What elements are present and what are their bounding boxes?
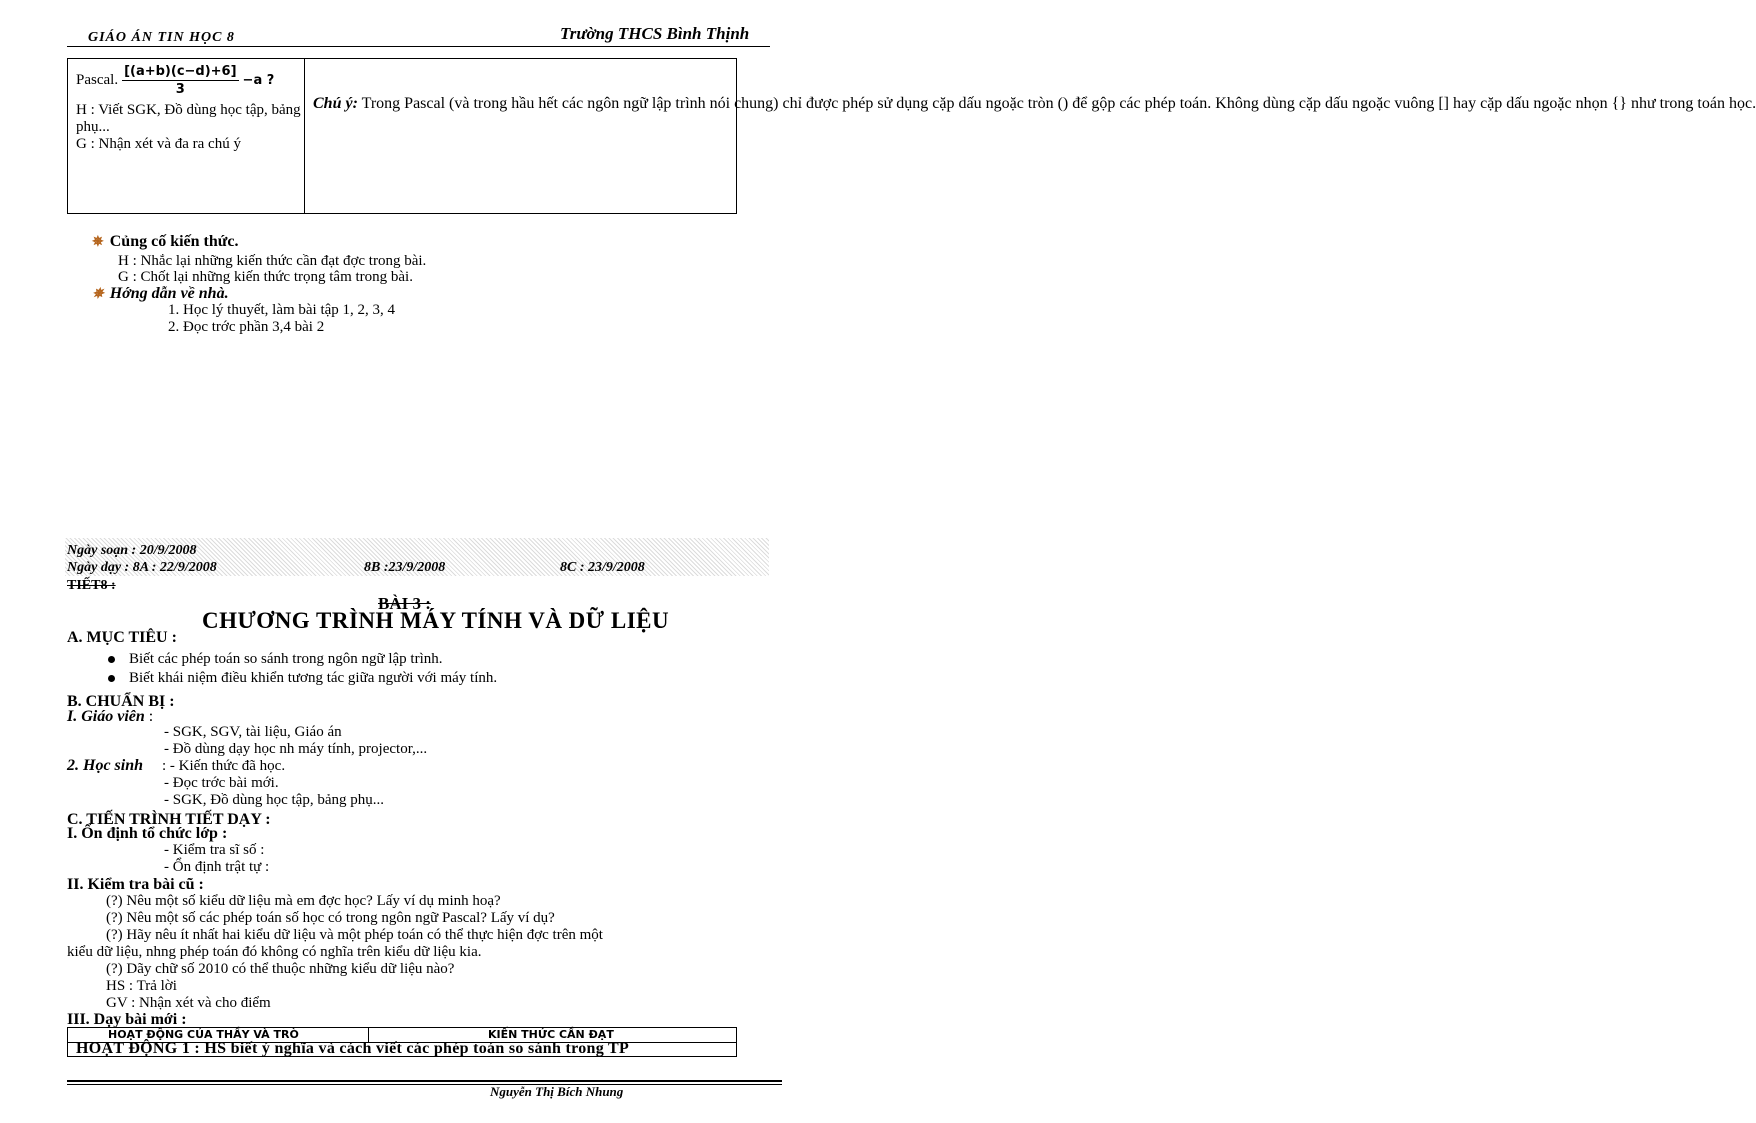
formula-tail: −a ? (242, 73, 275, 88)
review-question-3a: (?) Hãy nêu ít nhất hai kiểu dữ liệu và một phép toán có thể thực hiện đợc trên một (106, 927, 603, 943)
stabilize-item-1: - Kiểm tra sĩ số : (164, 842, 265, 858)
left-cell-h-line: H : Viết SGK, Đồ dùng học tập, bảng phụ... (76, 102, 301, 135)
review-hs-line: HS : Trả lời (106, 978, 177, 994)
review-heading: II. Kiểm tra bài cũ : (67, 876, 204, 893)
objective-item-2-text: Biết khái niệm điều khiển tương tác giữa người với máy tính. (129, 670, 498, 686)
consolidation-title: Củng cố kiến thức. (109, 233, 239, 250)
student-label: 2. Học sinh (67, 757, 144, 774)
review-question-1: (?) Nêu một số kiểu dữ liệu mà em đợc học? Lấy ví dụ minh hoạ? (106, 893, 501, 909)
col-header-knowledge: KIẾN THỨC CẦN ĐẠT (488, 1028, 614, 1041)
bullet-dot-icon (108, 656, 115, 663)
period-label: TIẾT8 : (67, 578, 116, 593)
objectives-heading: A. MỤC TIÊU : (67, 629, 177, 646)
left-cell-g-line: G : Nhận xét và đa ra chú ý (76, 136, 241, 152)
consolidation-h-line: H : Nhắc lại những kiến thức cần đạt đợc trong bài. (118, 253, 427, 269)
stabilize-item-2: - Ổn định trật tự : (164, 859, 270, 875)
pascal-label: Pascal. (76, 72, 119, 88)
student-item-3: - SGK, Đồ dùng học tập, bảng phụ... (164, 792, 384, 808)
objective-item-2 (108, 670, 497, 687)
formula-line (76, 63, 301, 98)
header-left-title: GIÁO ÁN TIN HỌC 8 (88, 30, 235, 45)
bullet-dot-icon (108, 675, 115, 682)
activity-table (67, 1027, 737, 1057)
date-taught-8c: 8C : 23/9/2008 (560, 560, 645, 575)
teacher-label (67, 708, 153, 726)
teacher-label-text: I. Giáo viên (67, 708, 145, 725)
homework-title: Hớng dẫn về nhà. (109, 285, 229, 302)
homework-item-1: 1. Học lý thuyết, làm bài tập 1, 2, 3, 4 (168, 302, 396, 318)
date-taught-8b: 8B :23/9/2008 (364, 560, 446, 575)
table-divider (304, 59, 305, 213)
teacher-item-1: - SGK, SGV, tài liệu, Giáo án (164, 724, 342, 740)
note-label: Chú ý: (313, 95, 358, 112)
student-item-1: : - Kiến thức đã học. (162, 758, 286, 774)
footer-rule-thick (67, 1080, 782, 1082)
homework-heading (92, 285, 229, 303)
col-header-activities: HOẠT ĐỘNG CỦA THẦY VÀ TRÒ (108, 1028, 299, 1041)
lesson-number-text: BÀI 3 : (378, 594, 431, 613)
stabilize-heading: I. Ổn định tổ chức lớp : (67, 825, 228, 842)
formula-numerator: [(a+b)(c−d)+6] (124, 64, 237, 79)
activity-1-row (76, 1040, 629, 1058)
preparation-heading: B. CHUẨN BỊ : (67, 693, 175, 710)
header-rule (67, 46, 770, 47)
consolidation-heading (92, 233, 238, 251)
student-item-2: - Đọc trớc bài mới. (164, 775, 279, 791)
note-text: Trong Pascal (và trong hầu hết các ngôn ngữ lập trình nói chung) chỉ được phép sử dụng cặp dấu ngoặc tròn () để gộp các phép toán. Không dùng cặp dấu ngoặc vuông [] hay cặp dấu ngoặc nhọn {} như trong toán học. (361, 95, 1756, 112)
lesson-title: CHƯƠNG TRÌNH MÁY TÍNH VÀ DỮ LIỆU (202, 608, 670, 633)
top-table (67, 58, 1756, 214)
objective-item-1-text: Biết các phép toán so sánh trong ngôn ngữ lập trình. (129, 651, 443, 667)
footer-author: Nguyễn Thị Bích Nhung (490, 1084, 624, 1099)
header-school-name: Trường THCS Bình Thịnh (560, 24, 750, 43)
new-lesson-heading: III. Dạy bài mới : (67, 1011, 187, 1028)
activity-1-label: HOẠT ĐỘNG 1 : (76, 1040, 201, 1057)
review-question-4: (?) Dãy chữ số 2010 có thể thuộc những kiểu dữ liệu nào? (106, 961, 455, 977)
review-gv-line: GV : Nhận xét và cho điểm (106, 995, 271, 1011)
procedure-heading: C. TIẾN TRÌNH TIẾT DẠY : (67, 811, 271, 828)
review-question-2: (?) Nêu một số các phép toán số học có trong ngôn ngữ Pascal? Lấy ví dụ? (106, 910, 555, 926)
bullet-star-icon: ✵ (92, 287, 104, 302)
teacher-item-2: - Đồ dùng dạy học nh máy tính, projector,... (164, 741, 428, 757)
bullet-star-icon: ✵ (92, 235, 104, 250)
consolidation-g-line: G : Chốt lại những kiến thức trọng tâm trong bài. (118, 269, 413, 285)
date-prepared: Ngày soạn : 20/9/2008 (67, 543, 197, 558)
formula-fraction (122, 63, 238, 98)
formula-denominator: 3 (175, 82, 185, 97)
table-right-cell (313, 92, 1756, 115)
objective-item-1 (108, 651, 442, 668)
teacher-label-colon: : (148, 708, 154, 725)
activity-1-text: HS biết ý nghĩa và cách viết các phép toán so sánh trong TP (204, 1040, 630, 1057)
footer-rule-thin (67, 1084, 782, 1085)
review-question-3b: kiểu dữ liệu, nhng phép toán đó không có nghĩa trên kiểu dữ liệu kia. (67, 944, 482, 960)
table-left-cell (76, 63, 301, 153)
homework-item-2: 2. Đọc trớc phần 3,4 bài 2 (168, 319, 325, 335)
date-taught-8a: Ngày dạy : 8A : 22/9/2008 (67, 560, 217, 575)
